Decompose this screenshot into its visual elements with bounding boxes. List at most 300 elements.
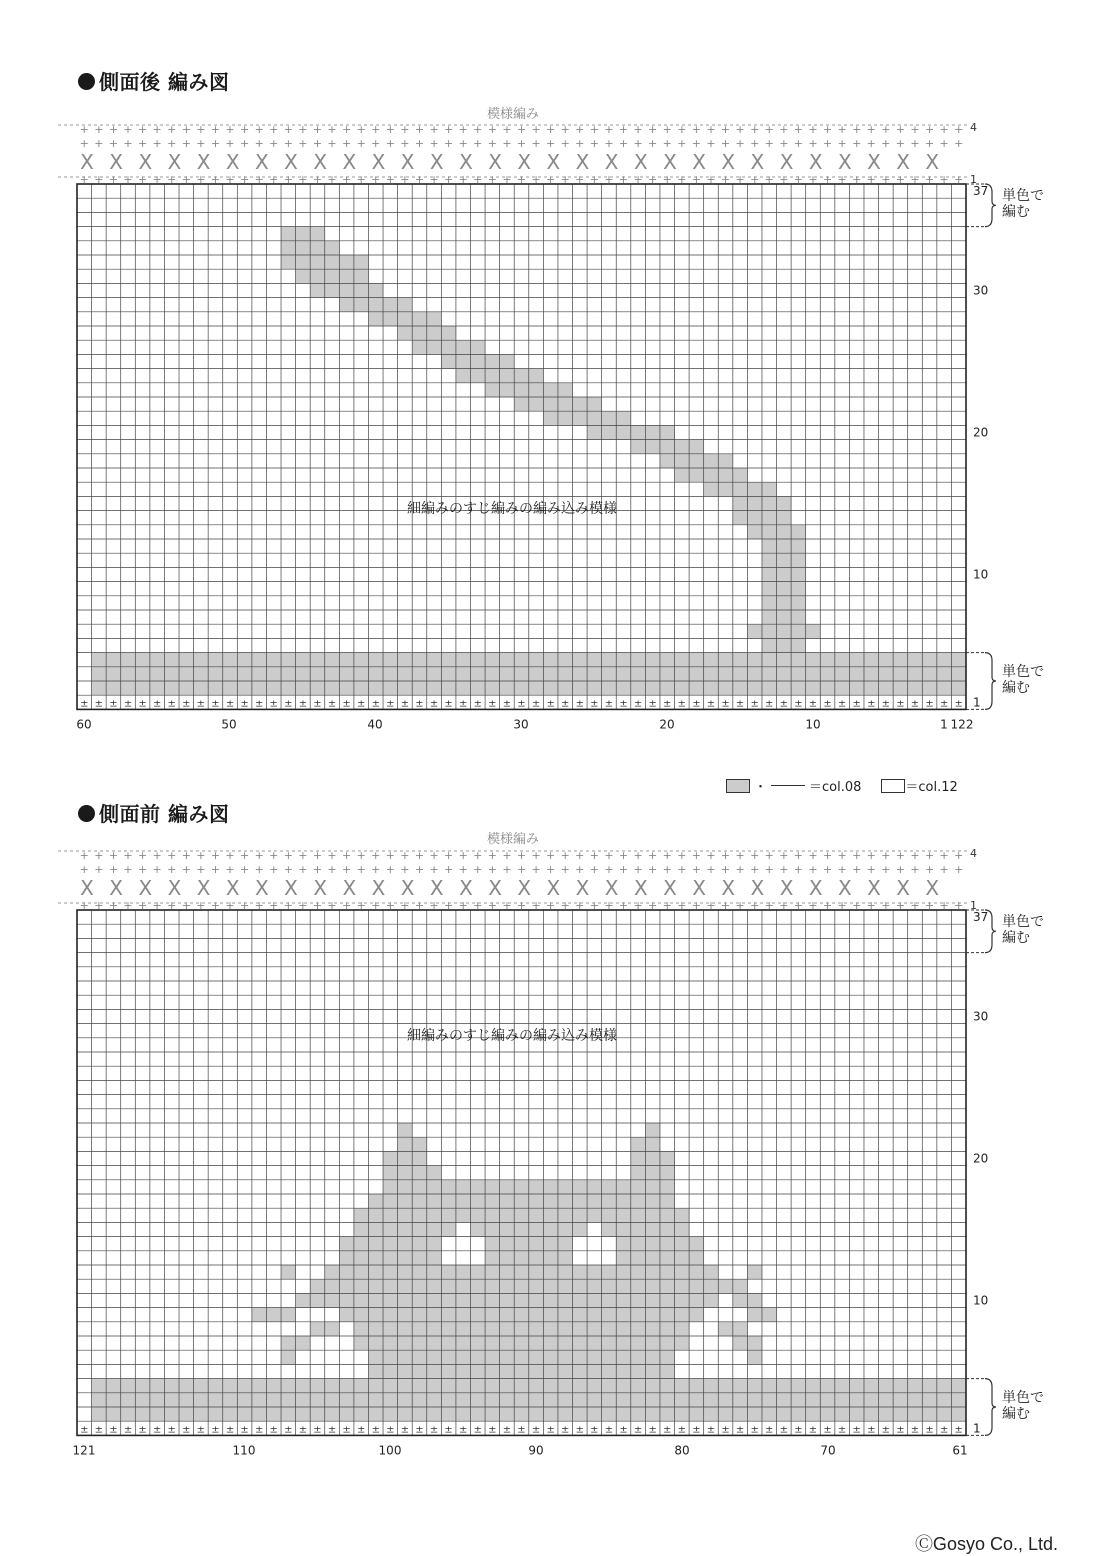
stitch-mark: ± <box>123 698 133 710</box>
plus-mark: + <box>720 849 731 862</box>
top-row-label: 1 <box>970 173 977 186</box>
gray-cell <box>412 1180 427 1195</box>
gray-cell <box>675 1251 690 1266</box>
stitch-mark: ± <box>881 698 891 710</box>
gray-cell <box>514 1265 529 1280</box>
row-number: 1 <box>973 1421 981 1436</box>
gray-cell <box>368 1237 383 1252</box>
plus-mark: + <box>254 863 264 876</box>
gray-cell <box>529 1407 544 1422</box>
plus-mark: + <box>356 123 366 136</box>
gray-cell <box>660 1336 675 1351</box>
plus-mark: + <box>400 899 410 912</box>
gray-cell <box>456 1379 471 1394</box>
plus-mark: + <box>371 863 381 876</box>
gray-cell <box>689 1251 704 1266</box>
gray-cell <box>675 1208 690 1223</box>
plus-mark: + <box>502 899 512 912</box>
plus-mark: + <box>720 899 731 912</box>
gray-cell <box>602 1379 617 1394</box>
gray-cell <box>383 1350 398 1365</box>
plus-mark: + <box>735 173 745 186</box>
gray-cell <box>733 1393 748 1408</box>
plus-mark: + <box>720 137 731 150</box>
gray-cell <box>631 1336 646 1351</box>
gray-cell <box>645 1151 660 1166</box>
gray-cell <box>529 1379 544 1394</box>
gray-cell <box>485 1194 500 1209</box>
plus-mark: + <box>400 863 410 876</box>
gray-cell <box>733 1322 748 1337</box>
plus-mark: + <box>342 899 352 912</box>
gray-cell <box>879 1407 894 1422</box>
gray-cell <box>470 1194 485 1209</box>
gray-cell <box>631 1180 646 1195</box>
gray-cell <box>412 1293 427 1308</box>
gray-cell <box>543 1208 558 1223</box>
gray-cell <box>412 1336 427 1351</box>
cross-mark: X <box>167 876 182 900</box>
gray-cell <box>441 1293 456 1308</box>
cross-mark: X <box>575 150 590 174</box>
plus-mark: + <box>239 137 250 150</box>
gray-cell <box>660 1237 675 1252</box>
gray-cell <box>281 1350 296 1365</box>
gray-cell <box>689 1393 704 1408</box>
plus-mark: + <box>167 899 177 912</box>
gray-cell <box>266 1407 281 1422</box>
row-number: 10 <box>973 1293 989 1308</box>
plus-mark: + <box>866 863 876 876</box>
plus-mark: + <box>356 899 366 912</box>
gray-cell <box>660 1393 675 1408</box>
cross-mark: X <box>109 876 123 900</box>
gray-cell <box>573 1393 588 1408</box>
gray-cell <box>660 1350 675 1365</box>
plus-mark: + <box>648 173 658 186</box>
plus-mark: + <box>764 899 774 912</box>
gray-cell <box>121 1393 136 1408</box>
plus-mark: + <box>298 863 308 876</box>
gray-cell <box>150 1407 165 1422</box>
gray-cell <box>747 1308 762 1323</box>
cross-mark: X <box>692 150 706 174</box>
gray-cell <box>704 1293 719 1308</box>
plus-mark: + <box>808 173 818 186</box>
plus-mark: + <box>895 173 906 186</box>
plus-mark: + <box>808 137 818 150</box>
gray-cell <box>631 1393 646 1408</box>
cross-mark: X <box>429 876 444 900</box>
gray-cell <box>602 1364 617 1379</box>
plus-mark: + <box>414 849 425 862</box>
stitch-mark: ± <box>400 698 410 710</box>
cross-mark: X <box>400 876 415 900</box>
stitch-mark: ± <box>182 698 191 710</box>
gray-cell <box>849 1379 864 1394</box>
stitch-mark: ± <box>663 698 672 710</box>
plus-mark: + <box>225 173 235 186</box>
chart1-note-top: 単色で 編む <box>1002 188 1044 220</box>
gray-cell <box>441 1279 456 1294</box>
plus-mark: + <box>822 849 833 862</box>
gray-cell <box>558 1407 573 1422</box>
plus-mark: + <box>94 123 104 136</box>
gray-cell <box>398 1407 413 1422</box>
gray-cell <box>514 1364 529 1379</box>
plus-mark: + <box>852 123 862 136</box>
column-number: 110 <box>232 1443 256 1458</box>
plus-mark: + <box>487 173 497 186</box>
plus-mark: + <box>735 123 745 136</box>
gray-cell <box>427 1407 442 1422</box>
column-number: 70 <box>820 1443 836 1458</box>
plus-mark: + <box>137 863 148 876</box>
gray-cell <box>558 1180 573 1195</box>
gray-cell <box>281 1265 296 1280</box>
stitch-mark: ± <box>750 1424 759 1436</box>
plus-mark: + <box>137 899 148 912</box>
stitch-mark: ± <box>954 698 963 710</box>
plus-mark: + <box>750 849 760 862</box>
gray-cell <box>266 1379 281 1394</box>
gray-cell <box>427 1237 442 1252</box>
row-number: 10 <box>973 567 989 582</box>
plus-mark: + <box>618 123 629 136</box>
plus-mark: + <box>79 863 89 876</box>
gray-cell <box>602 1393 617 1408</box>
cross-mark: X <box>459 876 473 900</box>
gray-cell <box>441 1208 456 1223</box>
gray-cell <box>733 1293 748 1308</box>
gray-cell <box>368 1265 383 1280</box>
cross-mark: X <box>313 876 328 900</box>
plus-mark: + <box>342 863 352 876</box>
plus-mark: + <box>546 849 556 862</box>
gray-cell <box>412 1393 427 1408</box>
gray-cell <box>645 1379 660 1394</box>
gray-cell <box>470 1222 485 1237</box>
gray-cell <box>893 1393 908 1408</box>
gray-cell <box>106 1407 121 1422</box>
gray-cell <box>558 1279 573 1294</box>
plus-mark: + <box>779 899 789 912</box>
stitch-mark: ± <box>604 698 614 710</box>
plus-mark: + <box>677 863 687 876</box>
plus-mark: + <box>779 863 789 876</box>
gray-cell <box>208 1379 223 1394</box>
plus-mark: + <box>400 123 410 136</box>
plus-mark: + <box>414 137 425 150</box>
plus-mark: + <box>327 863 337 876</box>
gray-cell <box>383 1151 398 1166</box>
row-number: 1 <box>973 695 981 710</box>
gray-cell <box>296 1293 311 1308</box>
gray-cell <box>573 1308 588 1323</box>
plus-mark: + <box>881 863 891 876</box>
plus-mark: + <box>779 123 789 136</box>
gray-cell <box>339 1407 354 1422</box>
plus-mark: + <box>633 899 643 912</box>
plus-mark: + <box>924 849 935 862</box>
gray-cell <box>631 1308 646 1323</box>
plus-mark: + <box>793 173 804 186</box>
gray-cell <box>558 1379 573 1394</box>
cross-mark: X <box>721 150 736 174</box>
stitch-mark: ± <box>721 1424 730 1436</box>
gray-cell <box>485 1350 500 1365</box>
gray-cell <box>747 1293 762 1308</box>
stitch-mark: ± <box>590 1424 599 1436</box>
plus-mark: + <box>750 899 760 912</box>
gray-cell <box>398 1393 413 1408</box>
gray-cell <box>529 1194 544 1209</box>
gray-cell <box>398 1251 413 1266</box>
gray-cell <box>922 1393 937 1408</box>
plus-mark: + <box>575 899 585 912</box>
column-number: 50 <box>221 717 237 732</box>
plus-mark: + <box>852 173 862 186</box>
gray-cell <box>412 1137 427 1152</box>
gray-cell <box>339 1293 354 1308</box>
gray-cell <box>602 1293 617 1308</box>
plus-mark: + <box>648 849 658 862</box>
gray-cell <box>806 1407 821 1422</box>
stitch-mark: ± <box>488 698 497 710</box>
gray-cell <box>383 1208 398 1223</box>
gray-cell <box>660 1222 675 1237</box>
gray-cell <box>864 1379 879 1394</box>
gray-cell <box>383 1364 398 1379</box>
gray-cell <box>354 1336 369 1351</box>
stitch-mark: ± <box>109 1424 118 1436</box>
gray-cell <box>398 1222 413 1237</box>
gray-cell <box>645 1407 660 1422</box>
gray-cell <box>645 1194 660 1209</box>
gray-cell <box>747 1265 762 1280</box>
top-row-label: 4 <box>970 847 977 860</box>
gray-cell <box>368 1379 383 1394</box>
plus-mark: + <box>516 849 527 862</box>
column-number: 30 <box>513 717 529 732</box>
gray-cell <box>631 1322 646 1337</box>
gray-cell <box>427 1279 442 1294</box>
gray-cell <box>645 1279 660 1294</box>
gray-cell <box>704 1379 719 1394</box>
cross-mark: X <box>517 150 532 174</box>
gray-cell <box>456 1293 471 1308</box>
gray-cell <box>529 1350 544 1365</box>
plus-mark: + <box>473 173 483 186</box>
gray-cell <box>368 1336 383 1351</box>
row-number: 30 <box>973 1009 989 1024</box>
plus-mark: + <box>910 863 920 876</box>
column-number: 121 <box>72 1443 96 1458</box>
gray-cell <box>237 1393 252 1408</box>
plus-mark: + <box>400 137 410 150</box>
column-number: 90 <box>528 1443 544 1458</box>
plus-mark: + <box>560 137 570 150</box>
plus-mark: + <box>633 863 643 876</box>
plus-mark: + <box>706 899 716 912</box>
stitch-mark: ± <box>765 1424 774 1436</box>
column-number: 100 <box>378 1443 402 1458</box>
gray-cell <box>514 1379 529 1394</box>
plus-mark: + <box>225 863 235 876</box>
gray-cell <box>543 1194 558 1209</box>
gray-cell <box>398 1364 413 1379</box>
stitch-mark: ± <box>473 698 482 710</box>
plus-mark: + <box>371 173 381 186</box>
gray-cell <box>820 1407 835 1422</box>
plus-mark: + <box>137 849 148 862</box>
plus-mark: + <box>239 899 250 912</box>
gray-cell <box>514 1393 529 1408</box>
row-number: 20 <box>973 1151 989 1166</box>
gray-cell <box>573 1208 588 1223</box>
plus-mark: + <box>444 173 454 186</box>
stitch-mark: ± <box>954 1424 963 1436</box>
gray-cell <box>368 1194 383 1209</box>
plus-mark: + <box>764 849 774 862</box>
plus-mark: + <box>881 123 891 136</box>
gray-cell <box>660 1265 675 1280</box>
plus-mark: + <box>444 123 454 136</box>
plus-mark: + <box>327 173 337 186</box>
stitch-mark: ± <box>415 698 424 710</box>
gray-cell <box>368 1251 383 1266</box>
plus-mark: + <box>239 173 250 186</box>
row-number: 20 <box>973 425 989 440</box>
plus-mark: + <box>94 863 104 876</box>
gray-cell <box>660 1279 675 1294</box>
plus-mark: + <box>371 899 381 912</box>
column-number: 20 <box>659 717 675 732</box>
plus-mark: + <box>458 137 468 150</box>
gray-cell <box>456 1265 471 1280</box>
plus-mark: + <box>881 173 891 186</box>
stitch-mark: ± <box>371 698 380 710</box>
stitch-mark: ± <box>342 698 351 710</box>
gray-cell <box>558 1322 573 1337</box>
plus-mark: + <box>691 137 701 150</box>
plus-mark: + <box>196 123 206 136</box>
gray-cell <box>412 1151 427 1166</box>
gray-cell <box>718 1393 733 1408</box>
gray-cell <box>237 1407 252 1422</box>
gray-cell <box>558 1393 573 1408</box>
gray-cell <box>383 1166 398 1181</box>
plus-mark: + <box>210 863 221 876</box>
plus-mark: + <box>152 137 162 150</box>
gray-cell <box>368 1350 383 1365</box>
gray-cell <box>383 1393 398 1408</box>
gray-cell <box>529 1208 544 1223</box>
gray-cell <box>339 1251 354 1266</box>
gray-cell <box>252 1393 267 1408</box>
column-number: 40 <box>367 717 383 732</box>
cross-mark: X <box>109 150 123 174</box>
plus-mark: + <box>939 123 949 136</box>
gray-cell <box>135 1379 150 1394</box>
plus-mark: + <box>385 849 395 862</box>
gray-cell <box>747 1350 762 1365</box>
plus-mark: + <box>546 863 556 876</box>
gray-cell <box>573 1265 588 1280</box>
cross-mark: X <box>779 876 794 900</box>
plus-mark: + <box>735 849 745 862</box>
gray-cell <box>398 1293 413 1308</box>
gray-cell <box>383 1222 398 1237</box>
plus-mark: + <box>342 123 352 136</box>
gray-cell <box>602 1407 617 1422</box>
plus-mark: + <box>604 899 614 912</box>
stitch-mark: ± <box>663 1424 672 1436</box>
plus-mark: + <box>924 899 935 912</box>
gray-cell <box>412 1379 427 1394</box>
plus-mark: + <box>123 899 133 912</box>
plus-mark: + <box>79 137 89 150</box>
plus-mark: + <box>269 863 279 876</box>
gray-cell <box>354 1222 369 1237</box>
gray-cell <box>747 1379 762 1394</box>
gray-cell <box>937 1393 952 1408</box>
gray-cell <box>427 1251 442 1266</box>
stitch-mark: ± <box>502 698 512 710</box>
plus-mark: + <box>254 849 264 862</box>
gray-cell <box>558 1194 573 1209</box>
plus-mark: + <box>735 899 745 912</box>
gray-cell <box>543 1407 558 1422</box>
stitch-mark: ± <box>225 698 235 710</box>
plus-mark: + <box>691 849 701 862</box>
stitch-mark: ± <box>356 1424 366 1436</box>
gray-cell <box>398 1208 413 1223</box>
gray-cell <box>412 1251 427 1266</box>
stitch-mark: ± <box>167 698 176 710</box>
gray-cell <box>427 1379 442 1394</box>
stitch-mark: ± <box>327 698 337 710</box>
gray-cell <box>660 1208 675 1223</box>
plus-mark: + <box>444 863 454 876</box>
gray-cell <box>325 1293 340 1308</box>
plus-mark: + <box>385 863 395 876</box>
plus-mark: + <box>604 173 614 186</box>
gray-cell <box>718 1407 733 1422</box>
gray-cell <box>339 1279 354 1294</box>
plus-mark: + <box>400 849 410 862</box>
stitch-mark: ± <box>459 1424 468 1436</box>
gray-cell <box>529 1237 544 1252</box>
plus-mark: + <box>210 173 221 186</box>
gray-cell <box>514 1208 529 1223</box>
plus-mark: + <box>954 137 964 150</box>
plus-mark: + <box>575 137 585 150</box>
gray-cell <box>354 1251 369 1266</box>
gray-cell <box>383 1322 398 1337</box>
plus-mark: + <box>516 173 527 186</box>
gray-cell <box>500 1293 515 1308</box>
stitch-mark: ± <box>910 698 920 710</box>
plus-mark: + <box>473 137 483 150</box>
gray-cell <box>223 1379 238 1394</box>
gray-cell <box>529 1251 544 1266</box>
gray-cell <box>631 1279 646 1294</box>
stitch-mark: ± <box>138 698 147 710</box>
chart2-note-top: 単色で 編む <box>1002 914 1044 946</box>
plus-mark: + <box>167 123 177 136</box>
plus-mark: + <box>108 863 119 876</box>
